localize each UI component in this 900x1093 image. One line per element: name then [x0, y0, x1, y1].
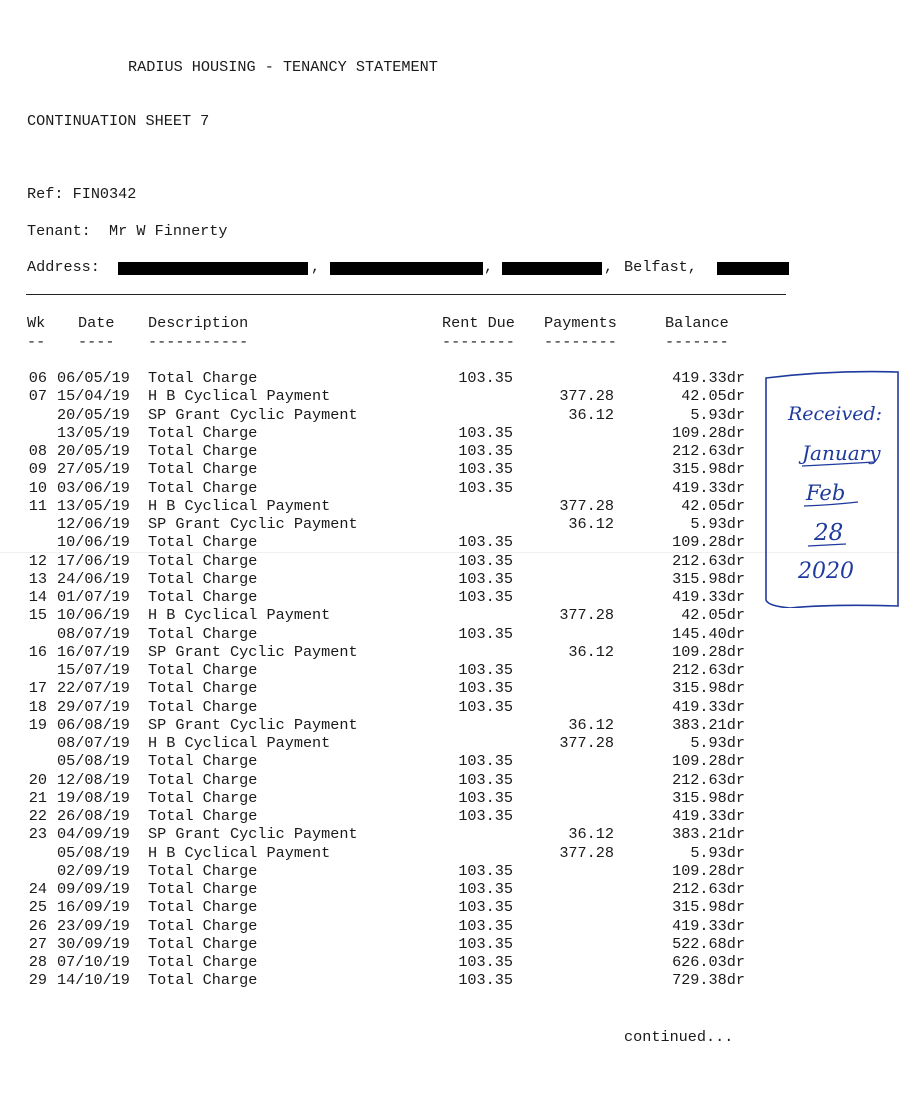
row-wk: 10	[28, 478, 47, 497]
row-balance: 109.28dr	[672, 423, 745, 442]
row-balance: 109.28dr	[672, 533, 745, 552]
col-desc-header: Description	[148, 314, 249, 332]
col-desc-underline: -----------	[148, 333, 249, 351]
row-rent-due: 103.35	[458, 478, 513, 497]
row-description: H B Cyclical Payment	[148, 606, 331, 625]
row-description: Total Charge	[148, 953, 258, 971]
row-date: 03/06/19	[57, 478, 130, 497]
row-date: 07/10/19	[57, 953, 130, 971]
address-comma-3: ,	[604, 258, 614, 276]
row-wk: 16	[28, 642, 47, 661]
address-redaction-3	[502, 262, 602, 275]
row-date: 16/09/19	[57, 898, 130, 917]
row-payment: 36.12	[568, 405, 614, 424]
continued-note: continued...	[624, 1028, 734, 1046]
row-wk: 29	[28, 971, 47, 990]
row-balance: 315.98dr	[672, 569, 745, 588]
row-balance: 212.63dr	[672, 770, 745, 789]
table-row	[0, 807, 900, 825]
row-description: Total Charge	[148, 807, 258, 825]
row-description: Total Charge	[148, 861, 258, 880]
row-wk: 18	[28, 697, 47, 716]
row-description: SP Grant Cyclic Payment	[148, 715, 358, 734]
row-rent-due: 103.35	[458, 588, 513, 606]
row-payment: 377.28	[559, 387, 614, 406]
table-row	[0, 844, 900, 862]
row-balance: 419.33dr	[672, 916, 745, 935]
row-wk: 06	[28, 369, 47, 387]
row-description: Total Charge	[148, 770, 258, 789]
row-rent-due: 103.35	[458, 861, 513, 880]
table-row	[0, 606, 900, 624]
row-description: Total Charge	[148, 369, 258, 387]
row-rent-due: 103.35	[458, 679, 513, 698]
row-balance: 109.28dr	[672, 642, 745, 661]
row-balance: 315.98dr	[672, 788, 745, 807]
table-row	[0, 898, 900, 916]
row-description: Total Charge	[148, 971, 258, 990]
row-balance: 729.38dr	[672, 971, 745, 990]
row-balance: 5.93dr	[690, 843, 745, 862]
row-description: H B Cyclical Payment	[148, 387, 331, 406]
row-description: Total Charge	[148, 752, 258, 771]
row-balance: 212.63dr	[672, 442, 745, 460]
row-description: H B Cyclical Payment	[148, 734, 331, 752]
row-wk: 15	[28, 606, 47, 625]
table-row	[0, 643, 900, 661]
row-wk: 07	[28, 387, 47, 406]
row-payment: 36.12	[568, 825, 614, 844]
row-wk: 13	[28, 569, 47, 588]
col-rent-underline: --------	[442, 333, 515, 351]
row-date: 20/05/19	[57, 405, 130, 424]
row-date: 01/07/19	[57, 588, 130, 606]
row-description: Total Charge	[148, 569, 258, 588]
row-description: Total Charge	[148, 697, 258, 716]
row-date: 15/04/19	[57, 387, 130, 406]
row-description: Total Charge	[148, 423, 258, 442]
row-balance: 212.63dr	[672, 880, 745, 898]
row-balance: 315.98dr	[672, 679, 745, 698]
row-date: 09/09/19	[57, 880, 130, 898]
col-wk-header: Wk	[27, 314, 46, 332]
row-balance: 383.21dr	[672, 825, 745, 844]
row-balance: 109.28dr	[672, 861, 745, 880]
row-wk: 19	[28, 715, 47, 734]
row-rent-due: 103.35	[458, 569, 513, 588]
row-rent-due: 103.35	[458, 916, 513, 935]
row-wk: 24	[28, 880, 47, 898]
ref-label: Ref:	[27, 185, 64, 203]
row-date: 04/09/19	[57, 825, 130, 844]
row-description: Total Charge	[148, 460, 258, 479]
row-date: 02/09/19	[57, 861, 130, 880]
row-rent-due: 103.35	[458, 442, 513, 460]
row-date: 14/10/19	[57, 971, 130, 990]
row-rent-due: 103.35	[458, 770, 513, 789]
row-wk: 20	[28, 770, 47, 789]
col-date-header: Date	[78, 314, 115, 332]
row-description: SP Grant Cyclic Payment	[148, 515, 358, 533]
row-payment: 377.28	[559, 843, 614, 862]
row-balance: 315.98dr	[672, 898, 745, 917]
row-wk: 08	[28, 442, 47, 460]
row-rent-due: 103.35	[458, 807, 513, 825]
row-balance: 212.63dr	[672, 551, 745, 570]
row-date: 08/07/19	[57, 624, 130, 643]
row-date: 22/07/19	[57, 679, 130, 698]
row-rent-due: 103.35	[458, 752, 513, 771]
row-description: H B Cyclical Payment	[148, 843, 331, 862]
row-wk: 28	[28, 953, 47, 971]
tenant-line	[27, 222, 228, 240]
address-label: Address:	[27, 258, 100, 276]
row-description: Total Charge	[148, 551, 258, 570]
table-row	[0, 752, 900, 770]
row-description: Total Charge	[148, 788, 258, 807]
row-date: 10/06/19	[57, 533, 130, 552]
row-date: 24/06/19	[57, 569, 130, 588]
row-wk: 17	[28, 679, 47, 698]
table-row	[0, 971, 900, 989]
row-wk: 26	[28, 916, 47, 935]
row-description: Total Charge	[148, 934, 258, 953]
row-rent-due: 103.35	[458, 460, 513, 479]
ref-line	[27, 185, 136, 203]
row-date: 12/08/19	[57, 770, 130, 789]
row-wk: 21	[28, 788, 47, 807]
row-rent-due: 103.35	[458, 697, 513, 716]
row-description: Total Charge	[148, 898, 258, 917]
row-balance: 42.05dr	[681, 496, 745, 515]
table-row	[0, 625, 900, 643]
row-wk: 14	[28, 588, 47, 606]
row-description: Total Charge	[148, 679, 258, 698]
tenant-value: Mr W Finnerty	[109, 222, 228, 240]
table-row	[0, 935, 900, 953]
table-row	[0, 716, 900, 734]
row-wk: 27	[28, 934, 47, 953]
table-row	[0, 771, 900, 789]
row-wk: 25	[28, 898, 47, 917]
col-date-underline: ----	[78, 333, 115, 351]
row-date: 16/07/19	[57, 642, 130, 661]
note-line-1: Received:	[788, 403, 883, 425]
row-balance: 522.68dr	[672, 934, 745, 953]
row-description: SP Grant Cyclic Payment	[148, 642, 358, 661]
note-line-3: Feb	[806, 481, 846, 505]
col-pay-header: Payments	[544, 314, 617, 332]
row-payment: 36.12	[568, 642, 614, 661]
ref-value: FIN0342	[72, 185, 137, 203]
table-row	[0, 789, 900, 807]
row-description: Total Charge	[148, 661, 258, 679]
tenant-label: Tenant:	[27, 222, 91, 240]
header-divider	[26, 294, 786, 295]
row-rent-due: 103.35	[458, 533, 513, 552]
row-wk: 12	[28, 551, 47, 570]
row-balance: 5.93dr	[690, 515, 745, 533]
row-balance: 42.05dr	[681, 606, 745, 625]
row-date: 13/05/19	[57, 496, 130, 515]
row-rent-due: 103.35	[458, 934, 513, 953]
row-payment: 377.28	[559, 734, 614, 752]
row-description: Total Charge	[148, 588, 258, 606]
row-rent-due: 103.35	[458, 898, 513, 917]
row-payment: 36.12	[568, 515, 614, 533]
row-balance: 315.98dr	[672, 460, 745, 479]
row-wk: 11	[28, 496, 47, 515]
row-balance: 419.33dr	[672, 807, 745, 825]
address-city: Belfast,	[624, 258, 697, 276]
row-balance: 212.63dr	[672, 661, 745, 679]
row-wk: 23	[28, 825, 47, 844]
row-balance: 419.33dr	[672, 369, 745, 387]
row-date: 06/08/19	[57, 715, 130, 734]
row-description: Total Charge	[148, 880, 258, 898]
row-date: 15/07/19	[57, 661, 130, 679]
row-date: 13/05/19	[57, 423, 130, 442]
row-payment: 377.28	[559, 496, 614, 515]
row-balance: 626.03dr	[672, 953, 745, 971]
row-balance: 383.21dr	[672, 715, 745, 734]
table-row	[0, 953, 900, 971]
row-date: 19/08/19	[57, 788, 130, 807]
row-rent-due: 103.35	[458, 661, 513, 679]
row-date: 26/08/19	[57, 807, 130, 825]
row-rent-due: 103.35	[458, 624, 513, 643]
row-balance: 5.93dr	[690, 405, 745, 424]
row-date: 30/09/19	[57, 934, 130, 953]
row-date: 10/06/19	[57, 606, 130, 625]
row-rent-due: 103.35	[458, 971, 513, 990]
row-date: 23/09/19	[57, 916, 130, 935]
row-balance: 419.33dr	[672, 697, 745, 716]
address-redaction-4	[717, 262, 789, 275]
row-balance: 145.40dr	[672, 624, 745, 643]
address-line	[27, 258, 100, 276]
row-description: Total Charge	[148, 624, 258, 643]
address-comma-2: ,	[484, 258, 494, 276]
row-rent-due: 103.35	[458, 551, 513, 570]
row-description: H B Cyclical Payment	[148, 496, 331, 515]
row-balance: 419.33dr	[672, 478, 745, 497]
row-description: Total Charge	[148, 442, 258, 460]
row-wk: 09	[28, 460, 47, 479]
row-date: 29/07/19	[57, 697, 130, 716]
col-bal-underline: -------	[665, 333, 729, 351]
statement-title: RADIUS HOUSING - TENANCY STATEMENT	[128, 58, 438, 76]
table-row	[0, 917, 900, 935]
col-bal-header: Balance	[665, 314, 729, 332]
table-row	[0, 661, 900, 679]
row-date: 17/06/19	[57, 551, 130, 570]
row-rent-due: 103.35	[458, 788, 513, 807]
row-payment: 36.12	[568, 715, 614, 734]
row-date: 05/08/19	[57, 843, 130, 862]
row-date: 08/07/19	[57, 734, 130, 752]
row-date: 06/05/19	[57, 369, 130, 387]
row-description: SP Grant Cyclic Payment	[148, 405, 358, 424]
col-wk-underline: --	[27, 333, 46, 351]
note-line-5: 2020	[798, 559, 854, 584]
note-line-4: 28	[814, 520, 844, 546]
row-rent-due: 103.35	[458, 423, 513, 442]
continuation-sheet: CONTINUATION SHEET 7	[27, 112, 210, 130]
row-payment: 377.28	[559, 606, 614, 625]
table-row	[0, 734, 900, 752]
row-description: SP Grant Cyclic Payment	[148, 825, 358, 844]
row-rent-due: 103.35	[458, 880, 513, 898]
table-row	[0, 880, 900, 898]
table-row	[0, 862, 900, 880]
row-wk: 22	[28, 807, 47, 825]
row-rent-due: 103.35	[458, 953, 513, 971]
table-row	[0, 825, 900, 843]
row-date: 27/05/19	[57, 460, 130, 479]
address-comma-1: ,	[311, 258, 321, 276]
row-date: 20/05/19	[57, 442, 130, 460]
address-redaction-2	[330, 262, 483, 275]
table-row	[0, 698, 900, 716]
note-line-2: January	[802, 441, 881, 465]
col-pay-underline: --------	[544, 333, 617, 351]
row-description: Total Charge	[148, 478, 258, 497]
row-description: Total Charge	[148, 916, 258, 935]
col-rent-header: Rent Due	[442, 314, 515, 332]
table-row	[0, 679, 900, 697]
handwritten-received-note	[762, 368, 900, 608]
row-balance: 419.33dr	[672, 588, 745, 606]
row-date: 05/08/19	[57, 752, 130, 771]
row-balance: 42.05dr	[681, 387, 745, 406]
row-balance: 109.28dr	[672, 752, 745, 771]
row-description: Total Charge	[148, 533, 258, 552]
row-rent-due: 103.35	[458, 369, 513, 387]
row-date: 12/06/19	[57, 515, 130, 533]
address-redaction-1	[118, 262, 308, 275]
row-balance: 5.93dr	[690, 734, 745, 752]
